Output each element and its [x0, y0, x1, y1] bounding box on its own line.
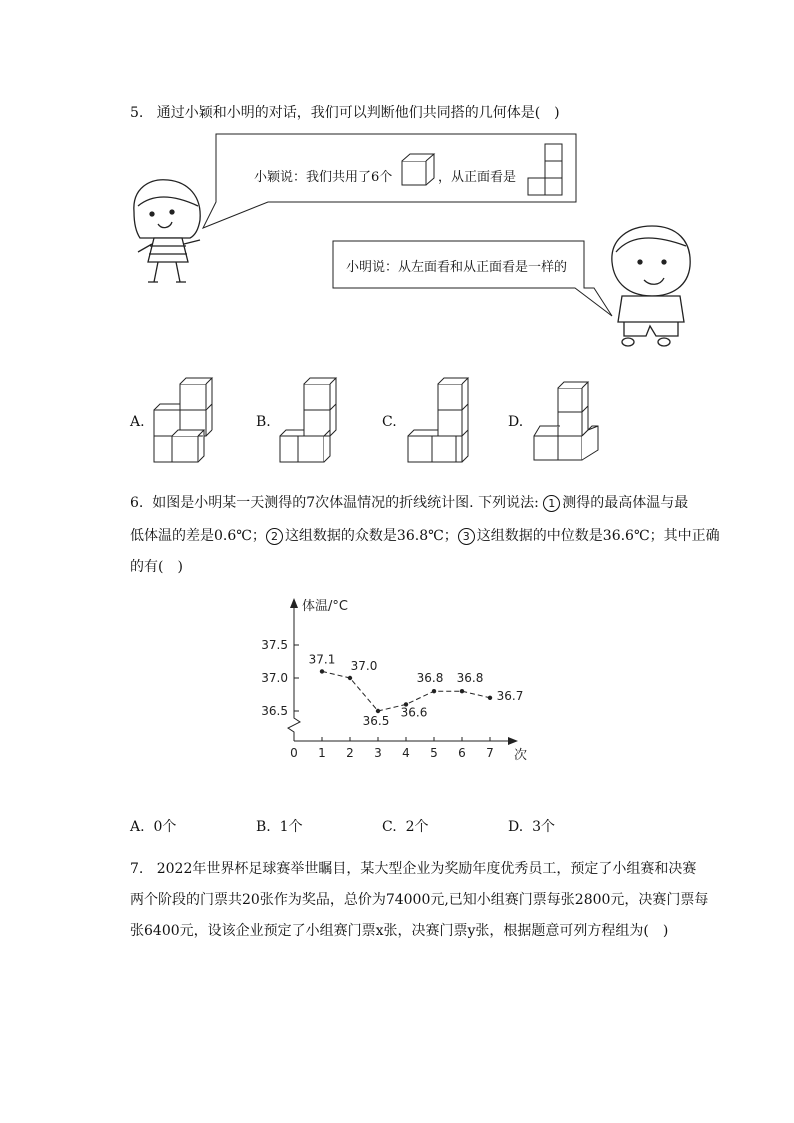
- data-label: 36.8: [416, 671, 444, 686]
- q6-line1-a: 如图是小明某一天测得的7次体温情况的折线统计图. 下列说法:: [152, 495, 539, 511]
- y-axis-arrow: [290, 598, 298, 608]
- data-label: 36.7: [496, 688, 524, 703]
- q7-line1: 2022年世界杯足球赛举世瞩目，某大型企业为奖励年度优秀员工，预定了小组赛和决赛: [156, 861, 697, 877]
- x-tick-label: 5: [430, 746, 438, 760]
- data-point: [320, 669, 324, 673]
- q5-number: 5.: [130, 105, 144, 121]
- q7-number: 7.: [130, 861, 144, 877]
- q6-number: 6.: [130, 495, 144, 511]
- q6-option-a-value: 0个: [153, 819, 177, 835]
- q6-option-d-value: 3个: [532, 819, 556, 835]
- q6-option-d-label: D.: [508, 819, 524, 835]
- circled-number-3: 3: [458, 528, 475, 545]
- q6-line2-b: 这组数据的众数是36.8℃；: [284, 528, 458, 544]
- q6-line1-b: 测得的最高体温与最: [562, 495, 689, 511]
- q5-option-b-label: B.: [256, 414, 271, 430]
- x-axis-arrow: [508, 737, 518, 745]
- q7-line3: 张6400元，设该企业预定了小组赛门票x张，决赛门票y张，根据题意可列方程组为( ): [130, 923, 669, 939]
- data-point: [432, 689, 436, 693]
- q6-line2-a: 低体温的差是0.6℃；: [130, 528, 266, 544]
- y-tick-label: 36.5: [261, 704, 288, 718]
- q6-option-c-label: C.: [382, 819, 397, 835]
- q6-option-d[interactable]: [508, 816, 555, 836]
- x-tick-label: 3: [374, 746, 382, 760]
- q5-text: 通过小颖和小明的对话，我们可以判断他们共同搭的几何体是( ): [156, 105, 560, 121]
- q5-option-a-label: A.: [130, 414, 145, 430]
- data-label: 37.0: [350, 659, 378, 673]
- x-tick-label: 2: [346, 746, 354, 760]
- circled-number-1: 1: [543, 495, 560, 512]
- q6-option-b-label: B.: [256, 819, 271, 835]
- x-tick-label: 1: [318, 746, 326, 760]
- q6-line2-c: 这组数据的中位数是36.6℃；其中正确: [476, 528, 720, 544]
- q7-line2: 两个阶段的门票共20张作为奖品，总价为74000元,已知小组赛门票每张2800元，决赛门票每: [130, 892, 709, 908]
- x-axis-label: 次: [514, 748, 528, 763]
- q7-line-3: [130, 922, 668, 940]
- q6-option-a[interactable]: [130, 816, 176, 836]
- data-label: 36.8: [456, 671, 484, 686]
- y-tick-label: 37.0: [261, 671, 288, 685]
- data-label: 37.1: [308, 652, 336, 667]
- data-point: [348, 676, 352, 680]
- q5-option-c-label: C.: [382, 414, 397, 430]
- data-point: [460, 689, 464, 693]
- xiaoying-speech-text-1: 小颖说：我们共用了6个: [254, 170, 393, 185]
- q6-line3: 的有( ): [130, 559, 183, 575]
- circled-number-2: 2: [266, 528, 283, 545]
- q7-line-1: [130, 860, 696, 878]
- origin-label: 0: [290, 746, 298, 760]
- q6-option-b-value: 1个: [279, 819, 303, 835]
- x-tick-label: 7: [486, 746, 494, 760]
- chart-labels: [261, 598, 527, 763]
- q7-line-2: [130, 891, 708, 909]
- q5-option-d-label: D.: [508, 414, 524, 430]
- xiaoying-speech-text-2: ，从正面看是: [438, 170, 517, 185]
- q6-option-a-label: A.: [130, 819, 145, 835]
- data-point: [376, 709, 380, 713]
- xiaoming-speech-text: 小明说：从左面看和从正面看是一样的: [346, 260, 568, 275]
- x-tick-label: 6: [458, 746, 466, 760]
- data-label: 36.5: [362, 714, 390, 728]
- y-axis-line: [288, 606, 300, 741]
- q6-option-b[interactable]: [256, 816, 303, 836]
- data-point: [488, 696, 492, 700]
- q6-option-c-value: 2个: [405, 819, 429, 835]
- q6-option-c[interactable]: [382, 816, 429, 836]
- x-tick-label: 4: [402, 746, 410, 760]
- data-label: 36.6: [400, 705, 428, 720]
- y-axis-label: 体温/°C: [302, 599, 348, 614]
- y-tick-label: 37.5: [261, 638, 288, 652]
